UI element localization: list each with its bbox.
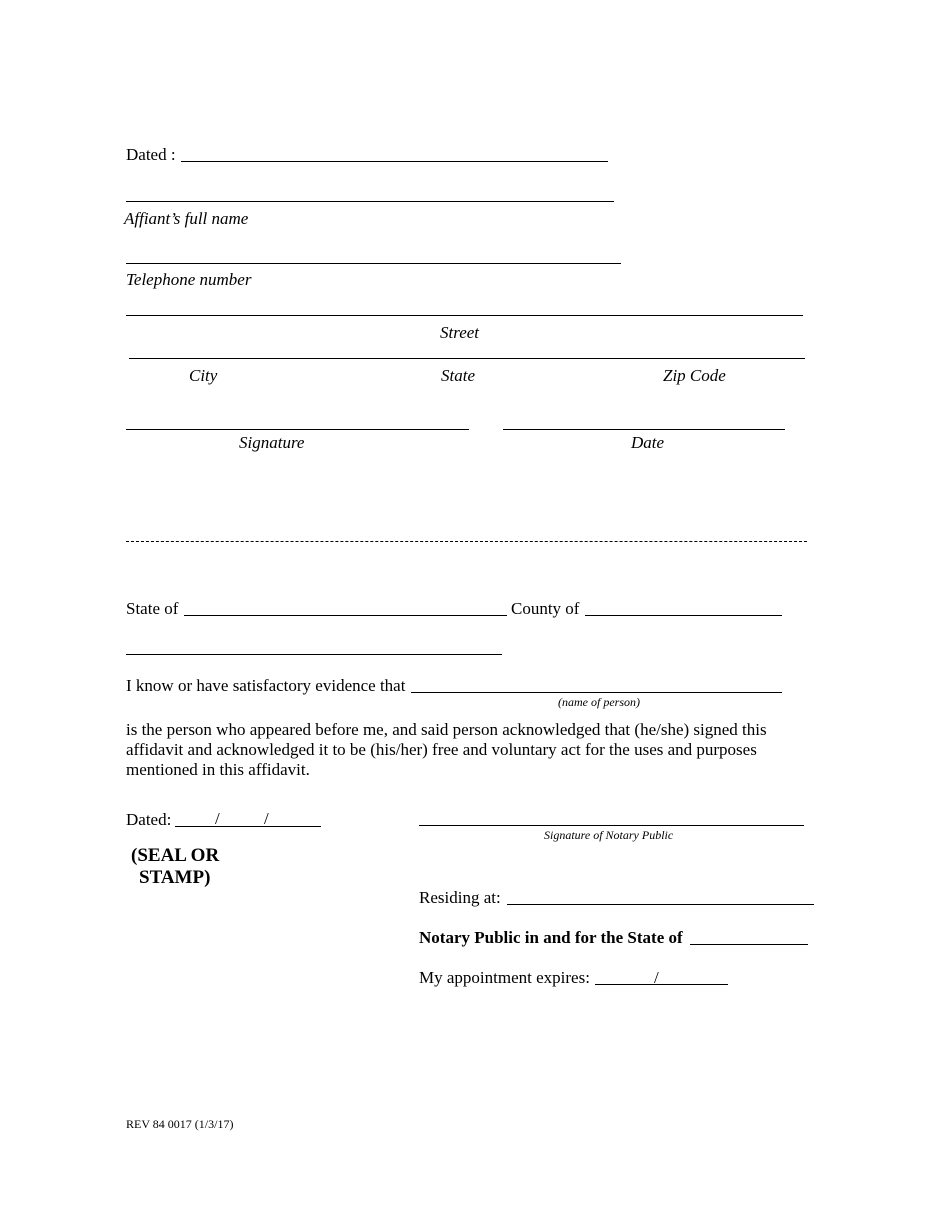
street-label: Street [440, 323, 480, 342]
signature-label: Signature [239, 433, 305, 452]
acknowledgment-paragraph: is the person who appeared before me, and said person acknowledged that (he/she) signed this affidavit and acknowledged it to be (his/her) free and voluntary act for the uses and purposes mentioned in this affidavit. [126, 720, 767, 779]
residing-label: Residing at: [419, 888, 501, 907]
county-of-label: County of [511, 599, 580, 618]
full-name-label: Affiant’s full name [124, 209, 249, 228]
appointment-separator: / [654, 968, 659, 987]
notary-dated-label: Dated: [126, 810, 172, 829]
notary-state-field[interactable] [690, 944, 808, 945]
telephone-label: Telephone number [126, 270, 252, 289]
notary-signature-caption: Signature of Notary Public [544, 828, 674, 842]
section-divider [126, 541, 807, 542]
state-label: State [441, 366, 475, 385]
date-separator-1: / [215, 809, 220, 828]
notary-dated-field[interactable] [175, 826, 321, 827]
full-name-field[interactable] [126, 201, 614, 202]
state-of-label: State of [126, 599, 179, 618]
appointment-field[interactable] [595, 984, 728, 985]
name-of-person-caption: (name of person) [558, 695, 640, 709]
telephone-field[interactable] [126, 263, 621, 264]
street-field[interactable] [126, 315, 803, 316]
revision-code: REV 84 0017 (1/3/17) [126, 1117, 234, 1131]
dated-field[interactable] [181, 161, 608, 162]
seal-label-line-2: STAMP) [139, 867, 211, 888]
state-of-field[interactable] [184, 615, 507, 616]
city-label: City [189, 366, 218, 385]
residing-field[interactable] [507, 904, 814, 905]
date-label: Date [631, 433, 665, 452]
seal-label-line-1: (SEAL OR [131, 845, 220, 866]
dated-label: Dated : [126, 145, 176, 164]
county-continuation-field[interactable] [126, 654, 502, 655]
notary-state-label: Notary Public in and for the State of [419, 928, 683, 947]
evidence-label: I know or have satisfactory evidence that [126, 676, 406, 695]
appointment-label: My appointment expires: [419, 968, 590, 987]
person-name-field[interactable] [411, 692, 782, 693]
signature-field[interactable] [126, 429, 469, 430]
notary-signature-field[interactable] [419, 825, 804, 826]
zip-label: Zip Code [663, 366, 726, 385]
county-of-field[interactable] [585, 615, 782, 616]
signature-date-field[interactable] [503, 429, 785, 430]
city-state-zip-field[interactable] [129, 358, 805, 359]
date-separator-2: / [264, 809, 269, 828]
